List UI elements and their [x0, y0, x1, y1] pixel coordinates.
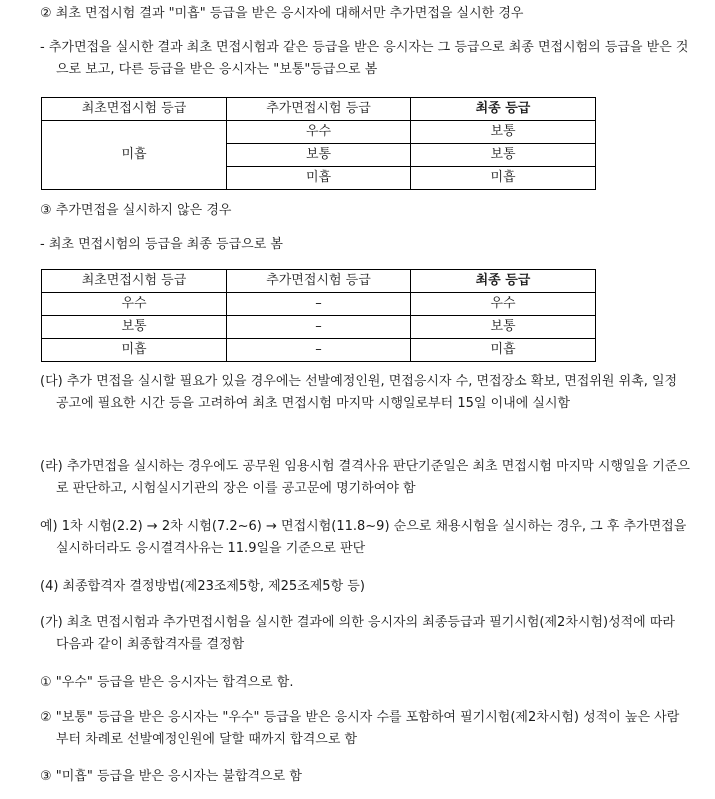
paragraph-ra: (라) 추가면접을 실시하는 경우에도 공무원 임용시험 결격사유 판단기준일은 최초 면접시험 마지막 시행일을 기준으로 판단하고, 시험실시기관의 장은 이를 공고문에 명기하여야 함 — [40, 459, 690, 496]
table-row — [42, 316, 596, 339]
grade-table-no-additional-interview — [41, 269, 596, 362]
additional-grade-cell: – — [227, 293, 411, 316]
final-grade-cell: 우수 — [411, 293, 596, 316]
case2-heading: ② 최초 면접시험 결과 "미흡" 등급을 받은 응시자에 대해서만 추가면접을 실시한 경우 — [40, 6, 524, 21]
example-paragraph: 예) 1차 시험(2.2) → 2차 시험(7.2~6) → 면접시험(11.8~9) 순으로 채용시험을 실시하는 경우, 그 후 추가면접을 실시하더라도 응시결격사유는 11.9일을 기준으로 판단 — [40, 519, 687, 556]
case3-note: - 최초 면접시험의 등급을 최종 등급으로 봄 — [40, 237, 283, 252]
case3-heading: ③ 추가면접을 실시하지 않은 경우 — [40, 203, 232, 218]
additional-grade-cell: – — [227, 316, 411, 339]
initial-grade-cell: 우수 — [42, 293, 227, 316]
additional-grade-cell: 우수 — [227, 121, 411, 144]
paragraph-da: (다) 추가 면접을 실시할 필요가 있을 경우에는 선발예정인원, 면접응시자 수, 면접장소 확보, 면접위원 위촉, 일정 공고에 필요한 시간 등을 고려하여 최초 면접시험 마지막 시행일로부터 15일 이내에 실시함 — [40, 374, 678, 411]
case2-note: - 추가면접을 실시한 결과 최초 면접시험과 같은 등급을 받은 응시자는 그 등급으로 최종 면접시험의 등급을 받은 것으로 보고, 다른 등급을 받은 응시자는 "보통"등급으로 봄 — [40, 40, 689, 77]
header-final-grade: 최종 등급 — [411, 270, 596, 293]
final-grade-cell: 미흡 — [411, 339, 596, 362]
additional-grade-cell: 미흡 — [227, 167, 411, 190]
rule-1: ① "우수" 등급을 받은 응시자는 합격으로 함. — [40, 675, 294, 690]
header-additional-grade: 추가면접시험 등급 — [227, 270, 411, 293]
header-additional-grade: 추가면접시험 등급 — [227, 98, 411, 121]
rule-3: ③ "미흡" 등급을 받은 응시자는 불합격으로 함 — [40, 769, 302, 784]
additional-grade-cell: 보통 — [227, 144, 411, 167]
grade-table-additional-interview — [41, 97, 596, 190]
final-grade-cell: 미흡 — [411, 167, 596, 190]
header-initial-grade: 최초면접시험 등급 — [42, 98, 227, 121]
table-row — [42, 339, 596, 362]
header-initial-grade: 최초면접시험 등급 — [42, 270, 227, 293]
merged-initial-grade-cell: 미흡 — [42, 121, 227, 190]
final-grade-cell: 보통 — [411, 316, 596, 339]
table-row — [42, 121, 596, 144]
additional-grade-cell: – — [227, 339, 411, 362]
section-4-heading: (4) 최종합격자 결정방법(제23조제5항, 제25조제5항 등) — [40, 579, 365, 594]
paragraph-ga: (가) 최초 면접시험과 추가면접시험을 실시한 결과에 의한 응시자의 최종등급과 필기시험(제2차시험)성적에 따라 다음과 같이 최종합격자를 결정함 — [40, 615, 675, 652]
header-final-grade: 최종 등급 — [411, 98, 596, 121]
initial-grade-cell: 보통 — [42, 316, 227, 339]
final-grade-cell: 보통 — [411, 144, 596, 167]
initial-grade-cell: 미흡 — [42, 339, 227, 362]
rule-2: ② "보통" 등급을 받은 응시자는 "우수" 등급을 받은 응시자 수를 포함하여 필기시험(제2차시험) 성적이 높은 사람부터 차례로 선발예정인원에 달할 때까지 합격으로 함 — [40, 710, 680, 747]
final-grade-cell: 보통 — [411, 121, 596, 144]
table-row — [42, 293, 596, 316]
